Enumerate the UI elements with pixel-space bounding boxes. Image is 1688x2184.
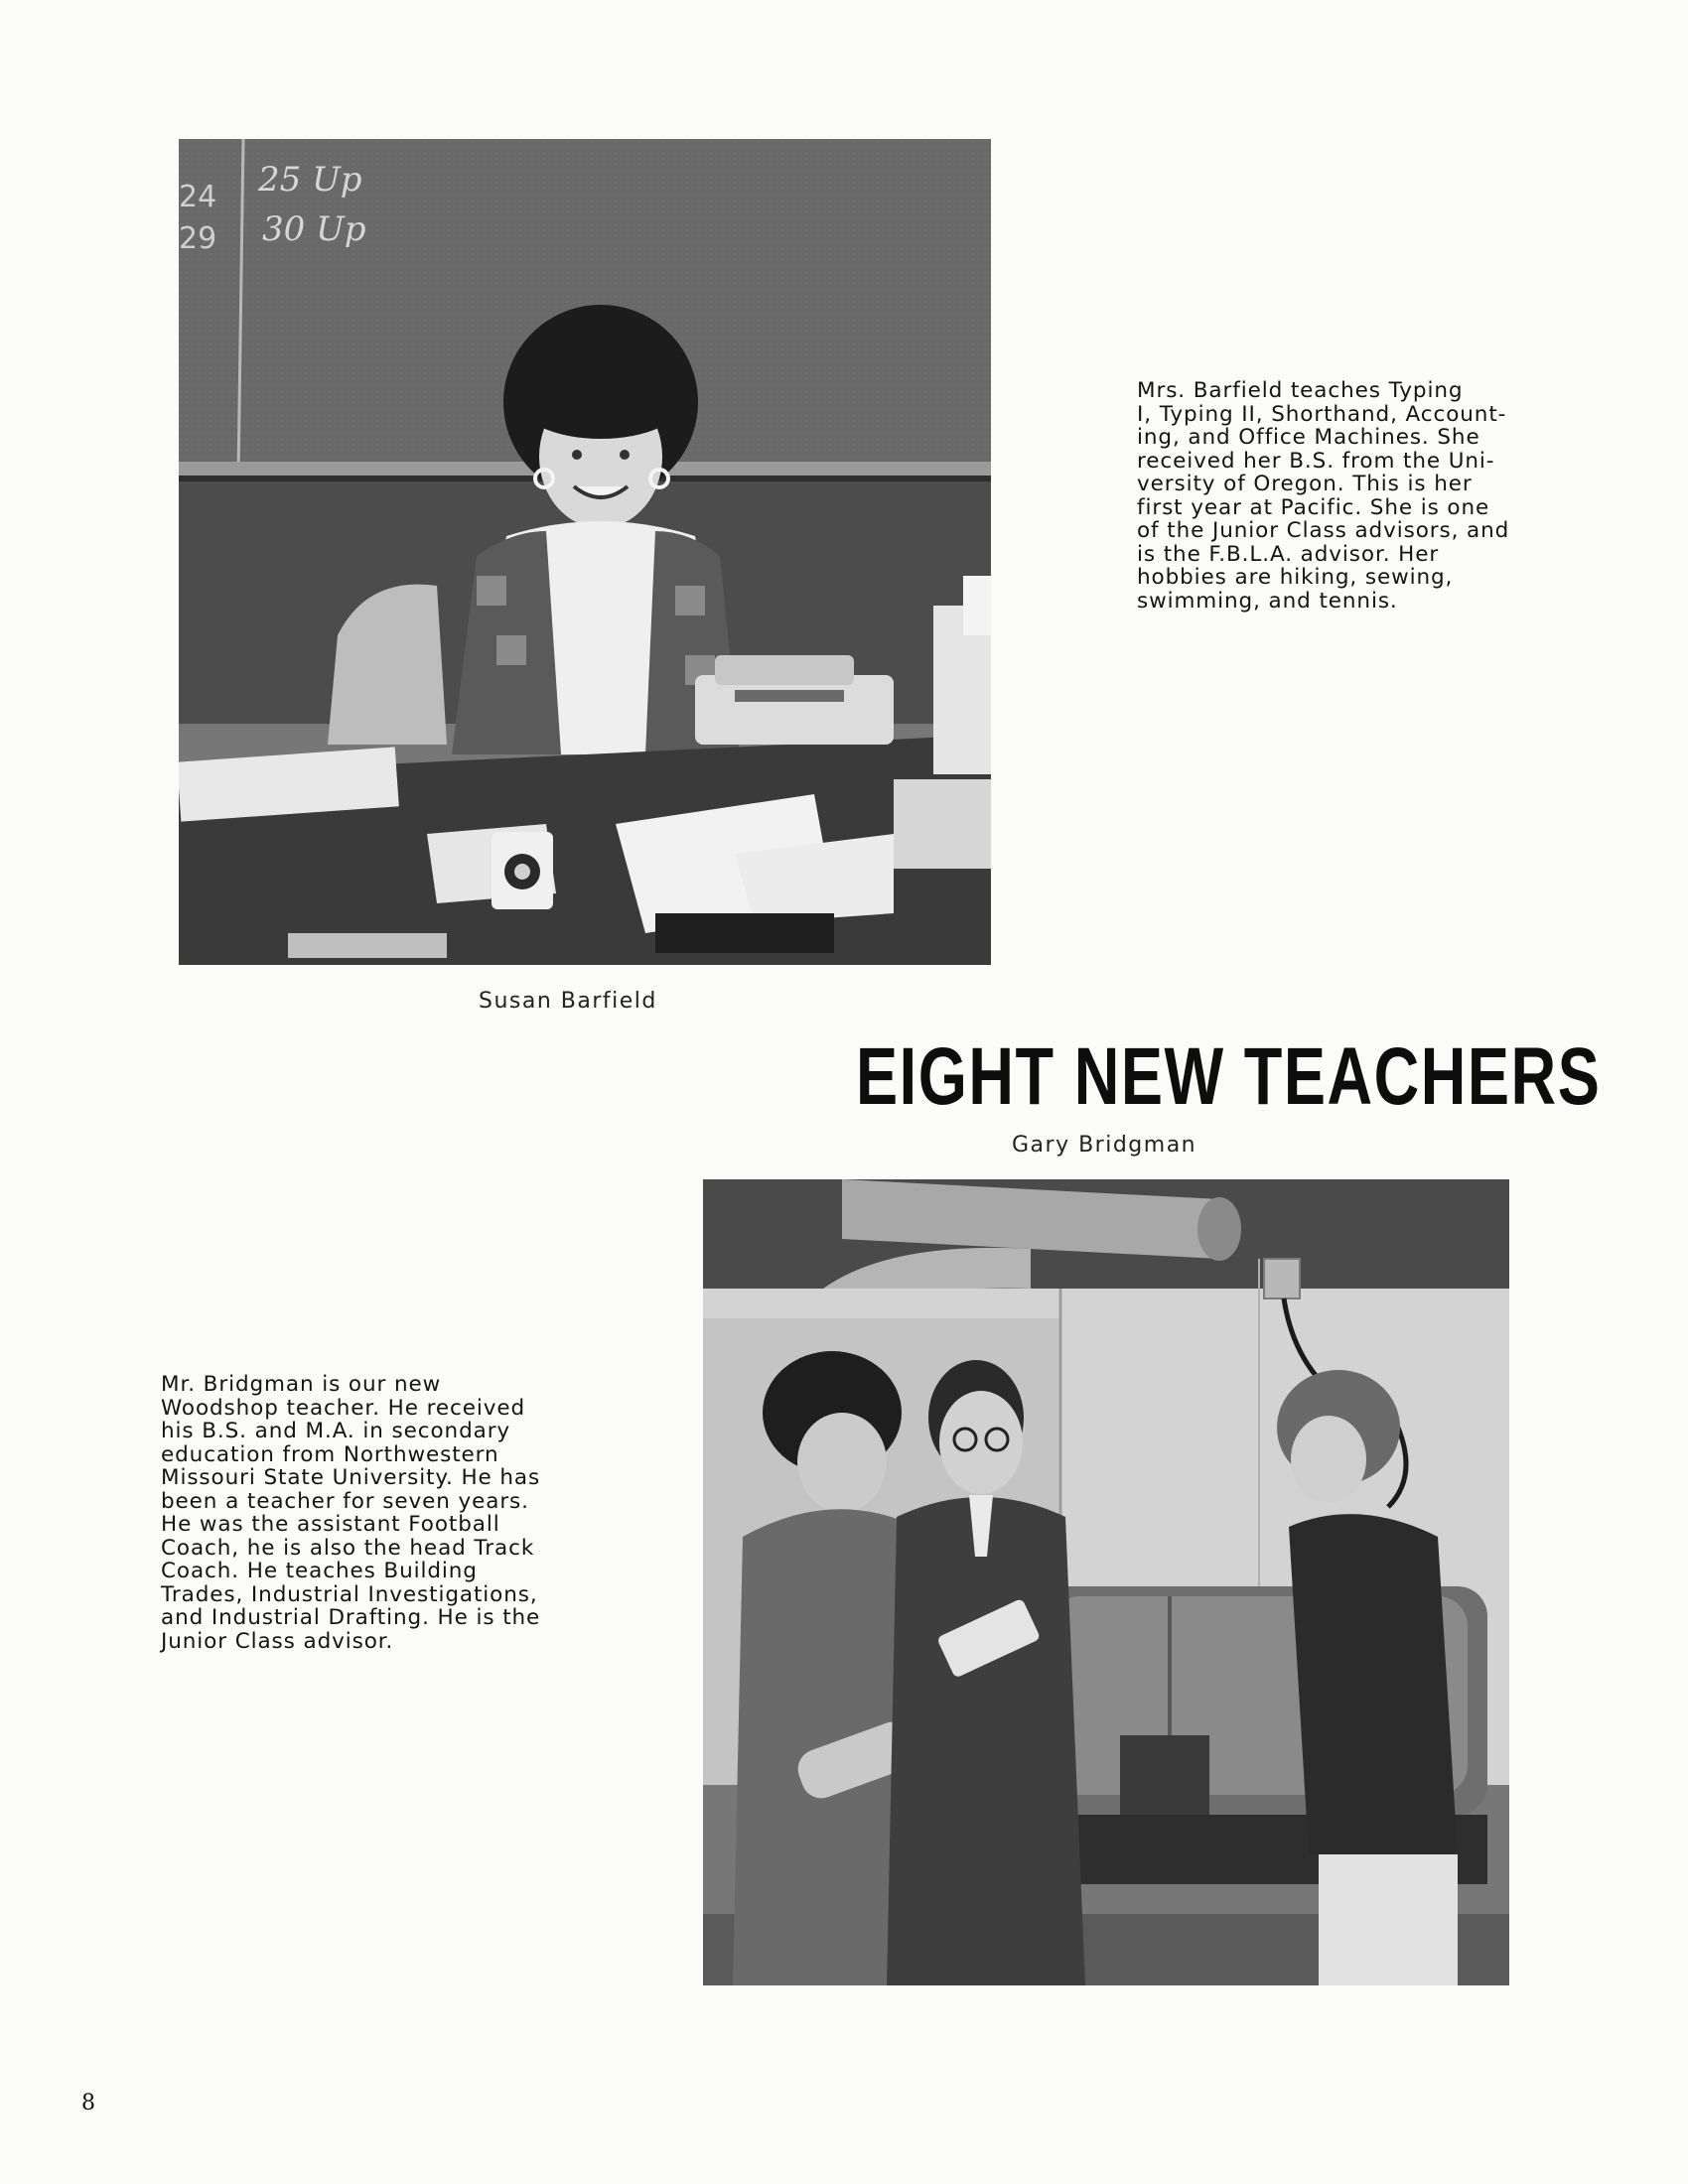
page-number: 8	[81, 2091, 95, 2116]
barfield-bio-line: is the F.B.L.A. advisor. Her	[1137, 541, 1440, 567]
barfield-bio-line: Mrs. Barfield teaches Typing	[1137, 378, 1464, 403]
chalk-text-2: 25 Up	[258, 160, 362, 200]
barfield-bio-line: of the Junior Class advisors, and	[1137, 518, 1510, 543]
bridgman-bio-line: education from Northwestern	[161, 1441, 499, 1467]
bridgman-bio-line: Missouri State University. He has	[161, 1465, 541, 1490]
barfield-photo-image	[179, 139, 991, 965]
bridgman-bio-line: He was the assistant Football	[161, 1512, 500, 1537]
barfield-bio-line: first year at Pacific. She is one	[1137, 494, 1490, 520]
bridgman-caption: Gary Bridgman	[1012, 1133, 1197, 1158]
bridgman-bio-line: Trades, Industrial Investigations,	[161, 1581, 538, 1607]
page-headline: EIGHT NEW TEACHERS	[856, 1031, 1602, 1122]
bridgman-bio-line: Mr. Bridgman is our new	[161, 1372, 442, 1397]
barfield-bio-line: received her B.S. from the Uni-	[1137, 448, 1495, 474]
bridgman-bio-line: Coach. He teaches Building	[161, 1559, 478, 1583]
barfield-bio-line: I, Typing II, Shorthand, Account-	[1137, 401, 1507, 427]
barfield-bio-line: ing, and Office Machines. She	[1137, 425, 1480, 450]
bridgman-bio-line: Junior Class advisor.	[161, 1628, 394, 1654]
barfield-caption: Susan Barfield	[479, 989, 657, 1014]
bridgman-photo	[703, 1179, 1509, 1985]
bridgman-bio-line: his B.S. and M.A. in secondary	[161, 1419, 511, 1443]
bridgman-bio-line: Coach, he is also the head Track	[161, 1535, 535, 1561]
barfield-bio-line: hobbies are hiking, sewing,	[1137, 565, 1454, 590]
barfield-photo	[179, 139, 991, 965]
barfield-bio-line: swimming, and tennis.	[1137, 588, 1398, 614]
chalk-text-3: 29	[179, 221, 217, 256]
barfield-bio-line: versity of Oregon. This is her	[1137, 472, 1473, 496]
chalk-text-1: 24	[179, 180, 217, 214]
bridgman-bio-line: and Industrial Drafting. He is the	[161, 1605, 541, 1630]
bridgman-bio-line: Woodshop teacher. He received	[161, 1395, 526, 1421]
chalk-text-4: 30 Up	[262, 209, 366, 249]
bridgman-photo-image	[703, 1179, 1509, 1985]
barfield-bio	[1137, 379, 1534, 613]
bridgman-bio	[161, 1373, 578, 1653]
bridgman-bio-line: been a teacher for seven years.	[161, 1488, 529, 1514]
